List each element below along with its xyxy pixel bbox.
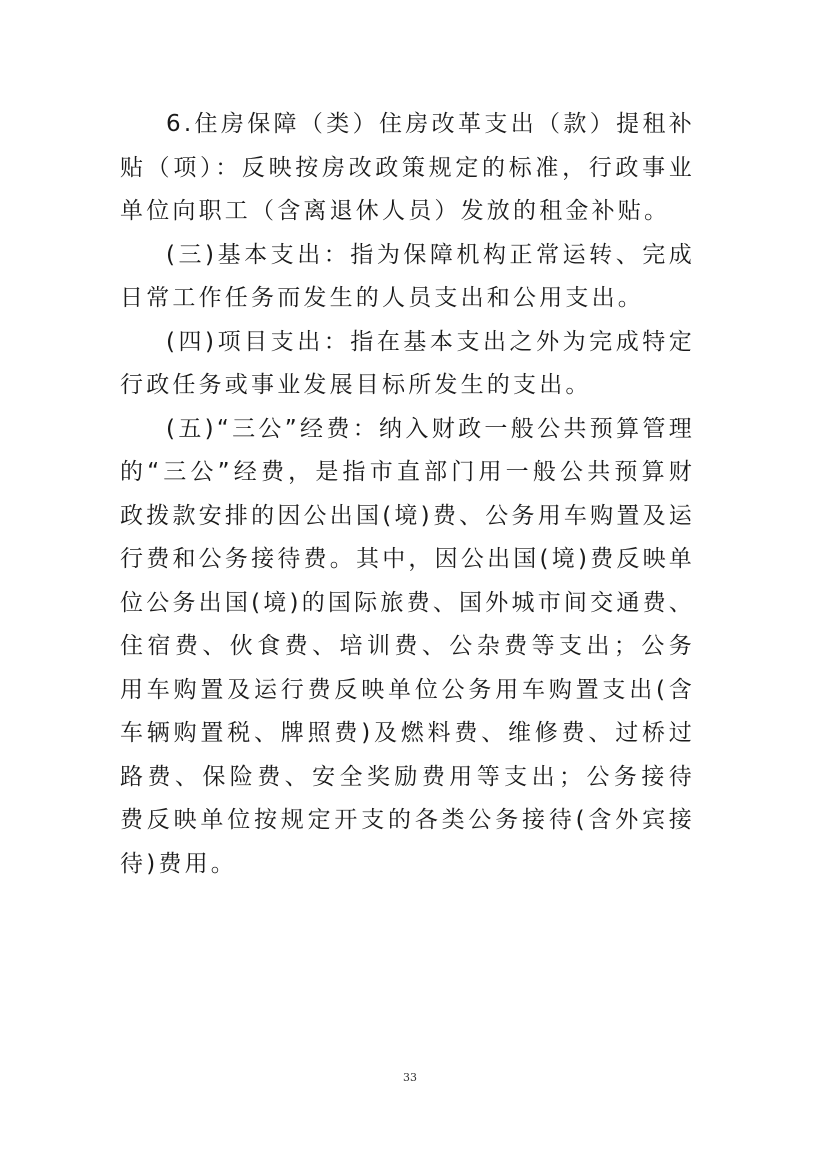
page-number: 33 — [403, 1071, 417, 1084]
body-text — [120, 103, 695, 886]
paragraph-housing-subsidy: 6.住房保障（类）住房改革支出（款）提租补贴（项）：反映按房改政策规定的标准，行政事业单位向职工（含离退休人员）发放的租金补贴。 — [120, 111, 695, 224]
paragraph-three-public-expenses: (五)“三公”经费：纳入财政一般公共预算管理的“三公”经费，是指市直部门用一般公共预算财政拨款安排的因公出国(境)费、公务用车购置及运行费和公务接待费。其中，因公出国(境)费反映单位公务出国(境)的国际旅费、国外城市间交通费、住宿费、伙食费、培训费、公杂费等支出；公务用车购置及运行费反映单位公务用车购置支出(含车辆购置税、牌照费)及燃料费、维修费、过桥过路费、保险费、安全奖励费用等支出；公务接待费反映单位按规定开支的各类公务接待(含外宾接待)费用。 — [120, 415, 695, 877]
paragraph-project-expenditure: (四)项目支出：指在基本支出之外为完成特定行政任务或事业发展目标所发生的支出。 — [120, 328, 695, 398]
paragraph-basic-expenditure: (三)基本支出：指为保障机构正常运转、完成日常工作任务而发生的人员支出和公用支出。 — [120, 241, 695, 311]
